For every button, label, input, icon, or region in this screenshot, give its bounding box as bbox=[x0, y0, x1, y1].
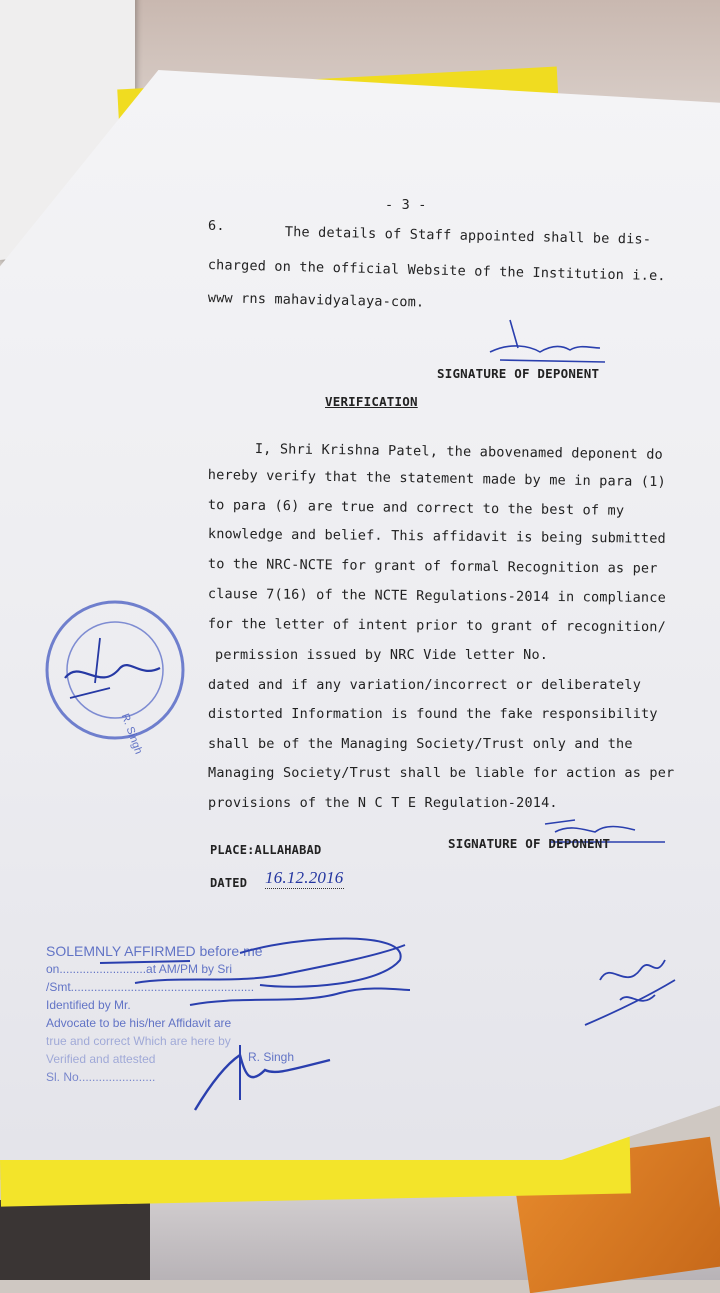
place-label: PLACE:ALLAHABAD bbox=[210, 843, 322, 857]
stamp-on-line: on..........................at AM/PM by Sri bbox=[46, 962, 233, 976]
advocate-seal-stamp bbox=[40, 598, 190, 748]
seal-text: R. Singh bbox=[118, 712, 145, 756]
verification-line-9: dated and if any variation/incorrect or deliberately bbox=[208, 677, 642, 693]
para6-line2: charged on the official Website of the Institution i.e. bbox=[207, 257, 666, 285]
page-number: - 3 - bbox=[385, 197, 427, 213]
dated-label: DATED bbox=[210, 876, 248, 890]
verification-line-10: distorted Information is found the fake responsibility bbox=[208, 706, 658, 722]
verification-line-2: hereby verify that the statement made by me in para (1) bbox=[207, 467, 666, 491]
stamp-true-line: true and correct Which are here by bbox=[46, 1034, 231, 1048]
stamp-solemnly-affirmed: SOLEMNLY AFFIRMED before me bbox=[46, 943, 263, 959]
verification-line-12: Managing Society/Trust shall be liable for action as per bbox=[208, 765, 675, 781]
signature-of-deponent-label-2: SIGNATURE OF DEPONENT bbox=[448, 836, 611, 851]
handwritten-affirmation-scribbles bbox=[40, 935, 420, 1125]
dated-value: 16.12.2016 bbox=[265, 868, 344, 887]
stamp-advocate-line: Advocate to be his/her Affidavit are bbox=[46, 1016, 232, 1030]
stamp-identified-line: Identified by Mr. bbox=[46, 998, 131, 1012]
signature-of-deponent-label-1: SIGNATURE OF DEPONENT bbox=[437, 366, 600, 381]
stamp-verified-line: Verified and attested bbox=[46, 1052, 156, 1066]
background-dark-corner bbox=[0, 1200, 150, 1280]
verification-line-8: permission issued by NRC Vide letter No. bbox=[215, 647, 549, 663]
verification-line-13: provisions of the N C T E Regulation-2014. bbox=[208, 795, 558, 811]
verification-line-3: to para (6) are true and correct to the best of my bbox=[207, 497, 625, 519]
verification-line-1: I, Shri Krishna Patel, the abovenamed deponent do bbox=[254, 441, 664, 463]
verification-line-6: clause 7(16) of the NCTE Regulations-2014 in compliance bbox=[207, 586, 667, 606]
verification-line-11: shall be of the Managing Society/Trust only and the bbox=[208, 736, 633, 752]
para6-number: 6. bbox=[208, 218, 225, 234]
stamp-signer-name: R. Singh bbox=[248, 1050, 295, 1064]
verification-heading: VERIFICATION bbox=[325, 394, 418, 409]
stamp-sno-line: Sl. No....................... bbox=[46, 1070, 156, 1084]
stamp-smt-line: /Smt....................................................... bbox=[46, 980, 255, 994]
verification-line-5: to the NRC-NCTE for grant of formal Recognition as per bbox=[207, 556, 658, 577]
notary-signature bbox=[580, 940, 680, 1030]
para6-line1: The details of Staff appointed shall be dis- bbox=[284, 224, 652, 248]
verification-line-4: knowledge and belief. This affidavit is being submitted bbox=[207, 526, 667, 547]
para6-line3: www rns mahavidyalaya-com. bbox=[207, 290, 425, 311]
deponent-signature-1 bbox=[470, 318, 610, 368]
verification-line-7: for the letter of intent prior to grant of recognition/ bbox=[207, 616, 667, 636]
